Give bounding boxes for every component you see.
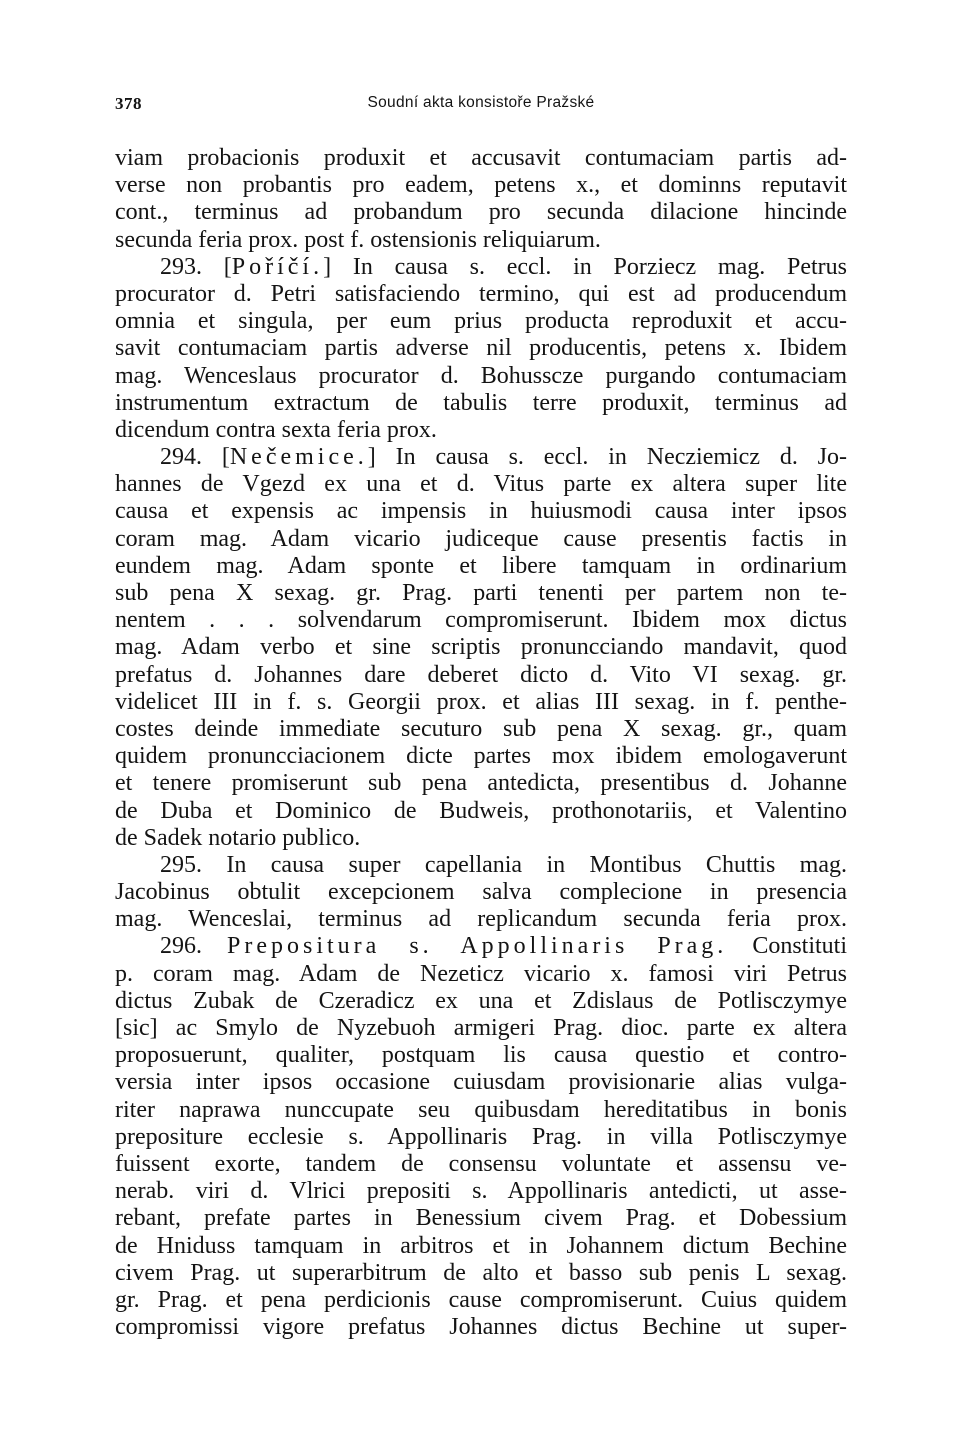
paragraph-start-line — [115, 254, 847, 281]
text-line: prepositure ecclesie s. Appollinaris Prag. in villa Potlisczymye — [115, 1123, 847, 1150]
entry-number: 294. [ — [160, 444, 230, 471]
text-line: omnia et singula, per eum prius producta reproduxit et accu- — [115, 308, 847, 335]
text-line: p. coram mag. Adam de Nezeticz vicario x. famosi viri Petrus — [115, 960, 847, 987]
text-line: versia inter ipsos occasione cuiusdam provisionarie alias vulga- — [115, 1069, 847, 1096]
text-line: mag. Adam verbo et sine scriptis pronuncciando mandavit, quod — [115, 634, 847, 661]
text-line: nerab. viri d. Vlrici prepositi s. Appollinaris antedicti, ut asse- — [115, 1178, 847, 1205]
paragraph-start-line — [115, 444, 847, 471]
page-number: 378 — [115, 94, 142, 113]
text-line: savit contumaciam partis adverse nil producentis, petens x. Ibidem — [115, 335, 847, 362]
text-line: riter naprawa nunccupate seu quibusdam hereditatibus in bonis — [115, 1096, 847, 1123]
text-line: procurator d. Petri satisfaciendo termino, qui est ad producendum — [115, 280, 847, 307]
text-line: civem Prag. ut superarbitrum de alto et basso sub penis L sexag. — [115, 1259, 847, 1286]
text-line: sub pena X sexag. gr. Prag. parti tenenti per partem non te- — [115, 580, 847, 606]
text-line: dictus Zubak de Czeradicz ex una et Zdislaus de Potlisczymye — [115, 987, 847, 1014]
text-line: coram mag. Adam vicario judiceque cause presentis factis in — [115, 525, 847, 552]
text-line: mag. Wenceslai, terminus ad replicandum secunda feria prox. — [115, 906, 847, 933]
text-line: hannes de Vgezd ex una et d. Vitus parte ex altera super lite — [115, 471, 847, 498]
text-line: nentem . . . solvendarum compromiserunt. Ibidem mox dictus — [115, 607, 847, 634]
paragraph-start-line: 295. In causa super capellania in Montibus Chuttis mag. — [160, 851, 847, 878]
entry-text: ] In causa s. eccl. in Necziemicz d. Jo- — [367, 444, 847, 471]
text-line: prefatus d. Johannes dare deberet dicto d. Vito VI sexag. gr. — [115, 661, 847, 688]
place-name-spaced: Poříčí. — [231, 253, 324, 280]
entry-number: 296. — [160, 933, 227, 960]
text-line: dicendum contra sexta feria prox. — [115, 416, 437, 443]
text-line: costes deinde immediate secuturo sub pena X sexag. gr., quam — [115, 715, 847, 742]
text-line: quidem pronuncciacionem dicte partes mox ibidem emologaverunt — [115, 743, 847, 770]
text-line: videlicet III in f. s. Georgii prox. et alias III sexag. in f. penthe- — [115, 688, 847, 715]
text-line: de Duba et Dominico de Budweis, prothonotariis, et Valentino — [115, 797, 847, 824]
text-line: [sic] ac Smylo de Nyzebuoh armigeri Prag. dioc. parte ex altera — [115, 1015, 847, 1041]
text-line: viam probacionis produxit et accusavit contumaciam partis ad- — [115, 145, 847, 171]
text-line: compromissi vigore prefatus Johannes dictus Bechine ut super- — [115, 1314, 847, 1341]
text-line: rebant, prefate partes in Benessium civem Prag. et Dobessium — [115, 1205, 847, 1232]
running-title: Soudní akta konsistoře Pražské — [367, 94, 595, 111]
text-line: verse non probantis pro eadem, petens x., et dominns reputavit — [115, 172, 847, 199]
text-line: fuissent exorte, tandem de consensu voluntate et assensu ve- — [115, 1150, 847, 1177]
place-name-spaced: Nečemice. — [229, 444, 368, 471]
entry-text: Constituti — [727, 933, 847, 960]
text-line: instrumentum extractum de tabulis terre produxit, terminus ad — [115, 389, 847, 416]
entry-number: 293. [ — [160, 253, 232, 280]
place-name-spaced: Prepositura s. Appollinaris Prag. — [227, 933, 728, 960]
entry-text: ] In causa s. eccl. in Porziecz mag. Petrus — [323, 253, 847, 280]
text-line: cont., terminus ad probandum pro secunda dilacione hincinde — [115, 199, 847, 226]
text-line: secunda feria prox. post f. ostensionis reliquiarum. — [115, 226, 601, 253]
text-line: Jacobinus obtulit excepcionem salva complecione in presencia — [115, 879, 847, 906]
paragraph-start-line — [115, 933, 847, 960]
text-line: de Hniduss tamquam in arbitros et in Johannem dictum Bechine — [115, 1232, 847, 1259]
text-line: causa et expensis ac impensis in huiusmodi causa inter ipsos — [115, 498, 847, 525]
text-line: eundem mag. Adam sponte et libere tamquam in ordinarium — [115, 552, 847, 579]
text-line: de Sadek notario publico. — [115, 824, 361, 851]
text-line: gr. Prag. et pena perdicionis cause compromiserunt. Cuius quidem — [115, 1286, 847, 1313]
page-header — [115, 94, 847, 118]
text-line: proposuerunt, qualiter, postquam lis causa questio et contro- — [115, 1042, 847, 1069]
body-text — [115, 145, 847, 1341]
text-line: et tenere promiserunt sub pena antedicta, presentibus d. Johanne — [115, 770, 847, 797]
text-line: mag. Wenceslaus procurator d. Bohussсze purgando contumaciam — [115, 362, 847, 389]
